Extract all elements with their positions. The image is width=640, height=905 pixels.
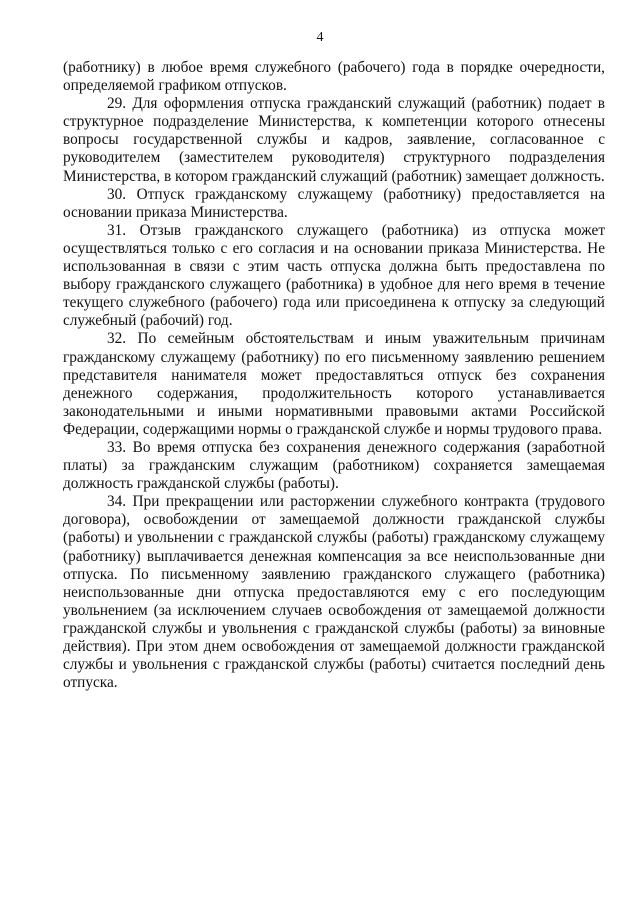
paragraph-continuation: (работнику) в любое время служебного (рабочего) года в порядке очередности, определяемой графиком отпусков.	[63, 59, 605, 95]
page-number: 4	[316, 30, 324, 45]
paragraph-34: 34. При прекращении или расторжении служебного контракта (трудового договора), освобождении от замещаемой должности гражданской службы (работы) и увольнении с гражданской службы (работы) гражданскому служащему (работнику) выплачивается денежная компенсация за все неиспользованные дни отпуска. По письменному заявлению гражданского служащего (работника) неиспользованные дни отпуска предоставляются ему с его последующим увольнением (за исключением случаев освобождения от замещаемой должности гражданской службы и увольнения с гражданской службы (работы) за виновные действия). При этом днем освобождения от замещаемой должности гражданской службы и увольнения с гражданской службы (работы) считается последний день отпуска.	[63, 493, 605, 692]
document-body	[63, 59, 605, 692]
paragraph-29: 29. Для оформления отпуска гражданский служащий (работник) подает в структурное подразделение Министерства, к компетенции которого отнесены вопросы государственной службы и кадров, заявление, согласованное с руководителем (заместителем руководителя) структурного подразделения Министерства, в котором гражданский служащий (работник) замещает должность.	[63, 95, 605, 185]
paragraph-33: 33. Во время отпуска без сохранения денежного содержания (заработной платы) за гражданским служащим (работником) сохраняется замещаемая должность гражданской службы (работы).	[63, 438, 605, 493]
paragraph-31: 31. Отзыв гражданского служащего (работника) из отпуска может осуществляться только с его согласия и на основании приказа Министерства. Не использованная в связи с этим часть отпуска должна быть предоставлена по выбору гражданского служащего (работника) в удобное для него время в течение текущего служебного (рабочего) года или присоединена к отпуску за следующий служебный (рабочий) год.	[63, 221, 605, 330]
paragraph-30: 30. Отпуск гражданскому служащему (работнику) предоставляется на основании приказа Министерства.	[63, 185, 605, 221]
paragraph-32: 32. По семейным обстоятельствам и иным уважительным причинам гражданскому служащему (работнику) по его письменному заявлению решением представителя нанимателя может предоставляться отпуск без сохранения денежного содержания, продолжительность которого устанавливается законодательными и иными нормативными правовыми актами Российской Федерации, содержащими нормы о гражданской службе и нормы трудового права.	[63, 330, 605, 438]
